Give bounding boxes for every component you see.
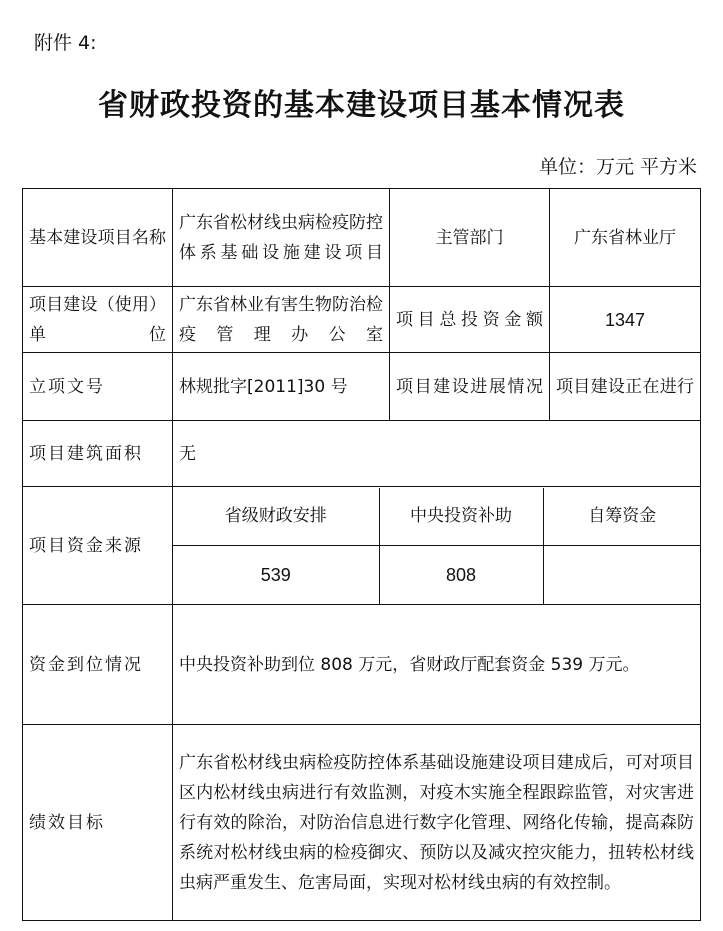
funding-label: 项目资金来源 (23, 487, 173, 605)
funding-value-central: 808 (379, 546, 543, 604)
table-row (23, 725, 701, 921)
dept-value: 广东省林业厅 (550, 189, 701, 287)
project-info-table (22, 188, 701, 921)
funding-header-central: 中央投资补助 (379, 488, 543, 546)
funding-value-self (543, 546, 701, 604)
funding-header-self: 自筹资金 (543, 488, 701, 546)
unit-label: 单位：万元 平方米 (538, 156, 697, 178)
approval-label: 立项文号 (23, 353, 173, 421)
investment-label: 项目总投资金额 (390, 287, 550, 353)
area-label: 项目建筑面积 (23, 421, 173, 487)
area-value: 无 (173, 421, 701, 487)
page-title: 省财政投资的基本建设项目基本情况表 (98, 88, 625, 123)
funding-value-provincial: 539 (173, 546, 379, 604)
table-row (23, 189, 701, 287)
progress-label: 项目建设进展情况 (390, 353, 550, 421)
investment-value: 1347 (550, 287, 701, 353)
table-row (23, 353, 701, 421)
funding-sources (173, 487, 701, 605)
performance-value: 广东省松材线虫病检疫防控体系基础设施建设项目建成后，可对项目区内松材线虫病进行有效监测，对疫木实施全程跟踪监管，对灾害进行有效的除治，对防治信息进行数字化管理、网络化传输，提高森防系统对松材线虫病的检疫御灾、预防以及减灾控灾能力，扭转松材线虫病严重发生、危害局面，实现对松材线虫病的有效控制。 (173, 725, 701, 921)
performance-label: 绩效目标 (23, 725, 173, 921)
table-row (23, 487, 701, 605)
arrival-value: 中央投资补助到位 808 万元，省财政厅配套资金 539 万元。 (173, 605, 701, 725)
arrival-label: 资金到位情况 (23, 605, 173, 725)
builder-value: 广东省林业有害生物防治检疫管理办公室 (173, 287, 390, 353)
table-row (23, 287, 701, 353)
progress-value: 项目建设正在进行 (550, 353, 701, 421)
approval-value: 林规批字[2011]30 号 (173, 353, 390, 421)
project-name-value: 广东省松材线虫病检疫防控体系基础设施建设项目 (173, 189, 390, 287)
builder-label: 项目建设（使用）单位 (23, 287, 173, 353)
attachment-label: 附件 4: (34, 32, 97, 54)
dept-label: 主管部门 (390, 189, 550, 287)
table-row (23, 421, 701, 487)
table-row (23, 605, 701, 725)
funding-header-provincial: 省级财政安排 (173, 488, 379, 546)
project-name-label: 基本建设项目名称 (23, 189, 173, 287)
funding-table (173, 488, 701, 604)
